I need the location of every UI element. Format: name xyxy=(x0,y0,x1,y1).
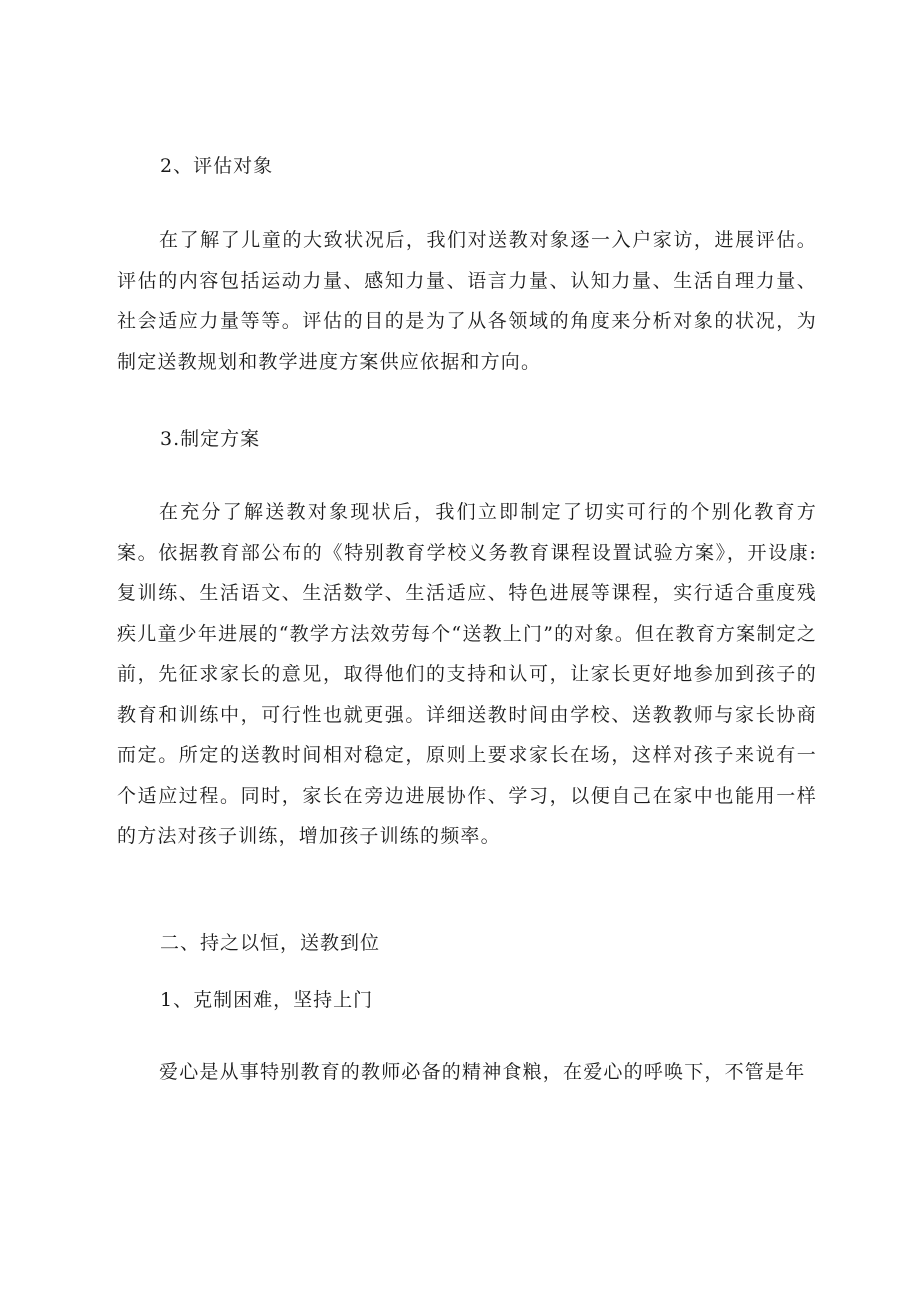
section-heading-overcome-difficulties: 1、克制困难，坚持上门 xyxy=(160,989,374,1011)
section-heading-evaluation-target: 2、评估对象 xyxy=(160,155,274,177)
paragraph-plan: 在充分了解送教对象现状后，我们立即制定了切实可行的个别化教育方案。依据教育部公布的《特别教育学校义务教育课程设置试验方案》，开设康:复训练、生活语文、生活数学、生活适应、特色进展等课程，实行适合重度残疾儿童少年进展的“教学方法效劳每个“送教上门”的对象。但在教育方案制定之前，先征求家长的意见，取得他们的支持和认可，让家长更好地参加到孩子的教育和训练中，可行性也就更强。详细送教时间由学校、送教教师与家长协商而定。所定的送教时间相对稳定，原则上要求家长在场，这样对孩子来说有一个适应过程。同时，家长在旁边进展协作、学习，以便自己在家中也能用一样的方法对孩子训练，增加孩子训练的频率。 xyxy=(117,501,817,847)
paragraph-evaluation: 在了解了儿童的大致状况后，我们对送教对象逐一入户家访，进展评估。评估的内容包括运动力量、感知力量、语言力量、认知力量、生活自理力量、社会适应力量等等。评估的目的是为了从各领域的角度来分析对象的状况，为制定送教规划和教学进度方案供应依据和方向。 xyxy=(117,229,817,373)
paragraph-love: 爱心是从事特别教育的教师必备的精神食粮，在爱心的呼唤下，不管是年 xyxy=(159,1061,806,1083)
section-heading-persistence: 二、持之以恒，送教到位 xyxy=(160,932,381,954)
section-heading-make-plan: 3.制定方案 xyxy=(160,428,261,450)
